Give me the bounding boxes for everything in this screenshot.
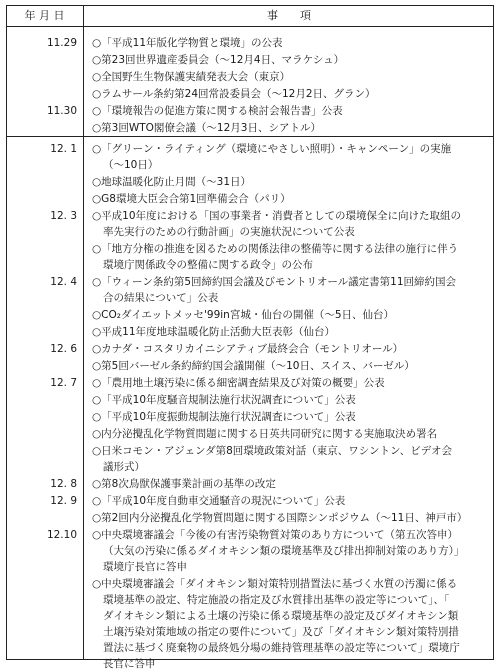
table-row <box>0 493 500 509</box>
table-row <box>0 35 500 51</box>
event-line: ○「農用地土壌汚染に係る細密調査結果及び対策の概要」公表 <box>92 377 385 389</box>
table-row <box>0 576 500 672</box>
event-line: ○平成11年度地球温暖化防止活動大臣表彰（仙台） <box>92 326 336 338</box>
event-line: 長官に答申 <box>103 658 156 670</box>
event-description <box>92 510 488 526</box>
event-date: 12.10 <box>46 529 77 541</box>
event-description <box>92 86 488 102</box>
event-description <box>92 392 488 408</box>
table-row <box>0 274 500 306</box>
event-line: ○「平成10年度振動規制法施行状況調査について」公表 <box>92 411 356 423</box>
event-line: ○第23回世界遺産委員会（～12月4日、マラケシュ） <box>92 54 345 66</box>
event-description <box>92 358 488 374</box>
event-line: ダイオキシン類による土壌の汚染に係る環境基準の設定及びダイオキシン類 <box>103 610 459 622</box>
event-description <box>92 426 488 442</box>
table-row <box>0 510 500 526</box>
event-description <box>92 324 488 340</box>
event-line: ○G8環境大臣会合第1回準備会合（パリ） <box>92 193 291 205</box>
event-description <box>92 103 488 119</box>
event-line: 置法に基づく廃棄物の最終処分場の維持管理基準の設定等について」環境庁 <box>103 642 460 654</box>
event-description <box>92 409 488 425</box>
event-description <box>92 35 488 51</box>
event-description <box>92 191 488 207</box>
event-line: ○第5回バーゼル条約締約国会議開催（～10日、スイス、バーゼル） <box>92 360 415 372</box>
table-row <box>0 141 500 173</box>
event-line: ○日米コモン・アジェンダ第8回環境政策対話（東京、ワシントン、ビデオ会 <box>92 445 452 457</box>
event-line: ○第3回WTO閣僚会議（～12月3日、シアトル） <box>92 122 321 134</box>
event-date: 12. 7 <box>50 377 77 389</box>
table-row <box>0 103 500 119</box>
event-line: 環境庁長官に答申 <box>103 561 187 573</box>
event-line: 土壌汚染対策地域の指定の要件について」及び「ダイオキシン類対策特別措 <box>103 626 459 638</box>
event-line: ○「グリーン・ライティング（環境にやさしい照明）・キャンペーン」の実施 <box>92 143 452 155</box>
table-row <box>0 375 500 391</box>
event-line: ○第8次鳥獣保護事業計画の基準の改定 <box>92 478 276 490</box>
event-description <box>92 141 488 173</box>
table-row <box>0 69 500 85</box>
event-date: 12. 3 <box>50 210 77 222</box>
event-description <box>92 527 488 575</box>
event-description <box>92 69 488 85</box>
event-line: ○平成10年度における「国の事業者・消費者としての環境保全に向けた取組の <box>92 210 462 222</box>
event-description <box>92 576 488 672</box>
event-date: 11.29 <box>46 37 77 49</box>
event-line: ○中央環境審議会「ダイオキシン類対策特別措置法に基づく水質の汚濁に係る <box>92 578 458 590</box>
event-description <box>92 241 488 273</box>
event-description <box>92 341 488 357</box>
event-line: ○地球温暖化防止月間（～31日） <box>92 176 252 188</box>
event-description <box>92 476 488 492</box>
table-row <box>0 358 500 374</box>
event-line: ○「平成11年版化学物質と環境」の公表 <box>92 37 283 49</box>
table-row <box>0 174 500 190</box>
table-row <box>0 409 500 425</box>
table-row <box>0 307 500 323</box>
event-description <box>92 375 488 391</box>
event-line: ○中央環境審議会「今後の有害汚染物質対策のあり方について（第五次答申） <box>92 529 458 541</box>
event-description <box>92 307 488 323</box>
event-line: ○「平成10年度自動車交通騒音の現況について」公表 <box>92 495 346 507</box>
table-row <box>0 208 500 240</box>
table-row <box>0 86 500 102</box>
event-description <box>92 443 488 475</box>
table-row <box>0 52 500 68</box>
header-event: 事 項 <box>267 9 311 22</box>
event-line: ○「平成10年度騒音規制法施行状況調査について」公表 <box>92 394 356 406</box>
event-line: 環境庁関係政令の整備に関する政令」の公布 <box>103 259 313 271</box>
event-description <box>92 120 488 136</box>
event-line: ○内分泌攪乱化学物質問題に関する日英共同研究に関する実施取決め署名 <box>92 428 438 440</box>
section-divider <box>6 136 494 137</box>
table-row <box>0 426 500 442</box>
event-line: ○第2回内分泌攪乱化学物質問題に関する国際シンポジウム（～11日、神戸市） <box>92 512 468 524</box>
event-date: 11.30 <box>46 105 77 117</box>
event-line: 環境基準の設定、特定施設の指定及び水質排出基準の設定等について」、「 <box>103 594 450 606</box>
event-description <box>92 274 488 306</box>
table-row <box>0 241 500 273</box>
event-line: ○カナダ・コスタリカイニシアティブ最終会合（モントリオール） <box>92 343 404 355</box>
event-line: ○ラムサール条約第24回常設委員会（～12月2日、グラン） <box>92 88 376 100</box>
event-line: 合の結果について」公表 <box>103 292 219 304</box>
table-row <box>0 120 500 136</box>
event-line: ○「ウィーン条約第5回締約国会議及びモントリオール議定書第11回締約国会 <box>92 276 457 288</box>
table-row <box>0 341 500 357</box>
event-description <box>92 208 488 240</box>
event-line: （大気の汚染に係るダイオキシン類の環境基準及び排出抑制対策のあり方）」 <box>103 545 465 557</box>
header-divider <box>6 26 494 27</box>
event-date: 12. 9 <box>50 495 77 507</box>
event-line: （～10日） <box>103 159 159 171</box>
event-date: 12. 4 <box>50 276 77 288</box>
event-description <box>92 52 488 68</box>
event-line: ○「地方分権の推進を図るための関係法律の整備等に関する法律の施行に伴う <box>92 243 459 255</box>
header-date: 年 月 日 <box>24 9 65 22</box>
event-line: ○CO₂ダイエットメッセ'99in宮城・仙台の開催（～5日、仙台） <box>92 309 395 321</box>
table-row <box>0 324 500 340</box>
event-date: 12. 8 <box>50 478 77 490</box>
event-line: 議形式） <box>103 461 145 473</box>
table-row <box>0 392 500 408</box>
event-date: 12. 6 <box>50 343 77 355</box>
table-row <box>0 476 500 492</box>
event-line: 率先実行のための行動計画」の実施状況について公表 <box>103 226 355 238</box>
table-row <box>0 527 500 575</box>
event-line: ○「環境報告の促進方策に関する検討会報告書」公表 <box>92 105 343 117</box>
table-row <box>0 191 500 207</box>
event-description <box>92 174 488 190</box>
event-date: 12. 1 <box>50 143 77 155</box>
table-row <box>0 443 500 475</box>
event-description <box>92 493 488 509</box>
event-line: ○全国野生生物保護実績発表大会（東京） <box>92 71 291 83</box>
